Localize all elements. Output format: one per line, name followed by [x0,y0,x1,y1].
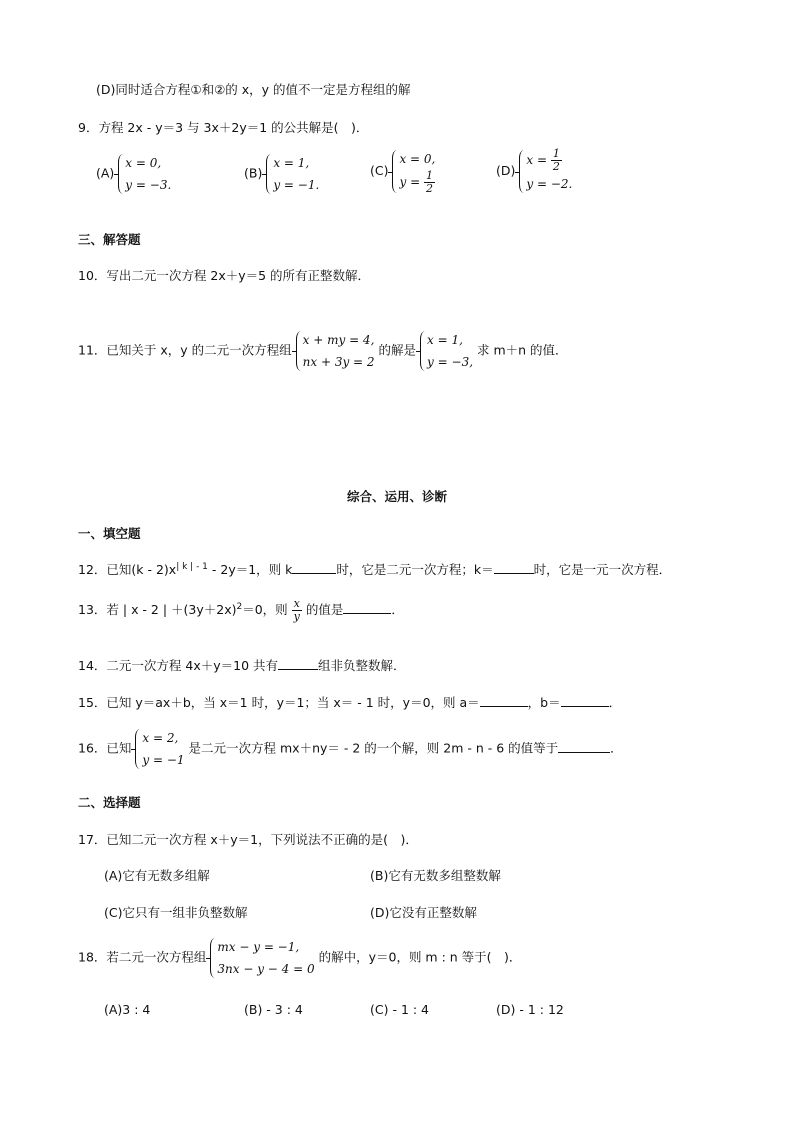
q11 [78,329,568,373]
denominator: 2 [552,160,560,173]
question-text: 求 m＋n 的值． [477,342,568,358]
numerator: x [293,597,300,610]
option-label: (B) [244,165,263,181]
option-label: (C) [370,163,389,178]
fraction [424,170,435,195]
question-text: ． [391,602,404,617]
question-text: ＝0，则 [242,602,288,617]
question-text: 16．已知 [78,740,132,756]
part-title: 综合、运用、诊断 [346,489,447,504]
q10-text: 10．写出二元一次方程 2x＋y＝5 的所有正整数解． [78,268,371,283]
equation-line: x = 1, [427,333,463,347]
equation-system [519,148,572,195]
question-text: 15．已知 y＝ax＋b，当 x＝1 时，y＝1；当 x＝ - 1 时，y＝0，则 a＝ [78,695,480,710]
answer-blank[interactable] [480,694,528,707]
denominator: y [293,610,300,623]
option-label: (D) [496,163,516,178]
equation-line: x + my = 4, [302,333,375,347]
question-text: - 2y＝1，则 k [207,562,293,577]
fraction [551,148,562,173]
exponent: 2 [236,601,243,612]
q17-option-c: (C)它只有一组非负整数解 [104,905,248,920]
q9-option-a [96,152,171,196]
equation-system [210,936,314,980]
q9-option-c [370,148,435,195]
q15 [78,693,621,711]
answer-blank[interactable] [343,601,391,614]
answer-blank[interactable] [278,657,318,670]
equation-line: x = 1, [273,156,310,170]
solution-system [420,329,473,373]
q18-option-d: (D) - 1 : 12 [496,1002,564,1017]
q9-option-d [496,148,572,195]
q14 [78,656,406,674]
question-text: 组非负整数解． [318,658,406,673]
equation-line: y = −1. [273,178,320,192]
numerator: 1 [425,169,433,182]
option-label: (A) [96,165,115,181]
question-text: ，b＝ [527,695,561,710]
equation-line: mx − y = −1, [217,940,300,954]
q18-option-c: (C) - 1 : 4 [370,1002,430,1017]
question-text: 12．已知(k - 2)x [78,562,177,577]
q13 [78,598,404,623]
question-text: 时，它是二元一次方程；k＝ [336,562,494,577]
q12 [78,560,671,578]
denominator: 2 [425,182,433,195]
q9-stem: 9．方程 2x - y＝3 与 3x＋2y＝1 的公共解是( )． [78,120,369,135]
question-text: 的解是 [378,342,417,358]
equation-system [296,329,375,373]
q18-option-b: (B) - 3 : 4 [244,1002,303,1017]
q18 [78,936,521,980]
q17-option-b: (B)它有无数多组整数解 [370,868,501,883]
equation-line: y = −3, [427,355,474,369]
equation-text: x = [526,153,551,167]
question-text: 18．若二元一次方程组 [78,949,207,965]
question-text: 13．若 | x - 2 | ＋(3y＋2x) [78,602,237,617]
answer-blank[interactable] [561,694,609,707]
equation-line [399,170,435,195]
equation-text: y = [399,175,424,189]
question-text: 的解中，y＝0，则 m : n 等于( )． [318,949,522,965]
question-text: 的值是 [305,602,344,617]
question-text: ． [608,695,622,710]
equation-line [526,148,572,173]
answer-blank[interactable] [494,561,534,574]
equation-line: x = 2, [142,731,179,745]
question-text: 是二元一次方程 mx＋ny＝ - 2 的一个解，则 2m - n - 6 的值等于 [188,740,559,756]
equation-system [118,152,171,196]
question-text: 14．二元一次方程 4x＋y＝10 共有 [78,658,279,673]
answer-blank[interactable] [558,740,610,753]
section-heading-fill: 一、填空题 [78,526,141,541]
question-text: 时，它是一元一次方程． [533,562,672,577]
q17-option-a: (A)它有无数多组解 [104,868,210,883]
equation-line: x = 0, [125,156,162,170]
exponent: | k | - 1 [176,561,208,572]
q9-option-b [244,152,319,196]
equation-line: nx + 3y = 2 [302,355,375,369]
equation-line: x = 0, [399,152,436,166]
equation-line: 3nx − y − 4 = 0 [217,962,315,976]
section-heading-choice: 二、选择题 [78,795,141,810]
equation-line: y = −2. [526,177,573,191]
answer-blank[interactable] [292,561,336,574]
q17-option-d: (D)它没有正整数解 [370,905,477,920]
q18-option-a: (A)3 : 4 [104,1002,151,1017]
equation-line: y = −1 [142,753,185,767]
question-text: 11．已知关于 x，y 的二元一次方程组 [78,342,292,358]
equation-system [266,152,319,196]
equation-system [135,727,184,771]
equation-system [392,148,435,195]
q8-option-d: (D)同时适合方程①和②的 x，y 的值不一定是方程组的解 [96,82,411,97]
q17-stem: 17．已知二元一次方程 x＋y＝1，下列说法不正确的是( )． [78,832,418,847]
equation-line: y = −3. [125,178,172,192]
question-text: ． [610,740,623,756]
q16 [78,727,623,771]
numerator: 1 [552,147,560,160]
section-heading-answers: 三、解答题 [78,232,141,247]
fraction [292,598,302,623]
